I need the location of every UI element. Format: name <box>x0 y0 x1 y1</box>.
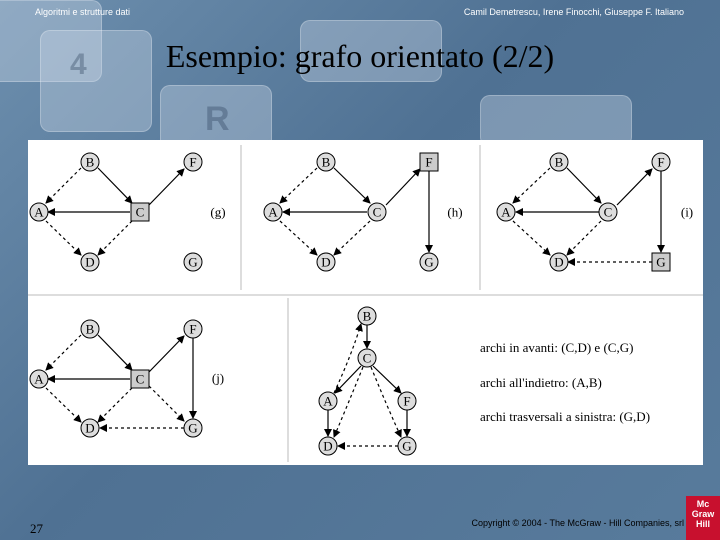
edge-b-c <box>567 168 601 203</box>
edge-c-f <box>373 366 401 393</box>
node-g-label: G <box>424 254 434 270</box>
node-b-label: B <box>362 308 372 324</box>
legend-cross-edges: archi trasversali a sinistra: (G,D) <box>480 409 651 424</box>
node-c-label: C <box>362 350 372 366</box>
node-g-label: G <box>188 420 198 436</box>
node-b-label: B <box>85 321 95 337</box>
copyright-notice: Copyright © 2004 - The McGraw - Hill Companies, srl <box>471 518 684 528</box>
edge-c-d <box>567 221 601 255</box>
graph-g <box>46 168 184 255</box>
edge-c-f <box>386 169 420 205</box>
graph-label-j: (j) <box>211 370 225 386</box>
legend-forward-edges: archi in avanti: (C,D) e (C,G) <box>480 340 634 355</box>
edge-c-f <box>149 169 184 205</box>
dfs-tree <box>328 324 407 446</box>
publisher-logo: Mc Graw Hill <box>686 496 720 540</box>
node-c-label: C <box>372 204 382 220</box>
edge-a-b <box>46 168 81 203</box>
node-c-label: C <box>135 371 145 387</box>
edge-c-d-forward <box>334 367 363 437</box>
node-a-label: A <box>268 204 278 220</box>
legend-back-edges: archi all'indietro: (A,B) <box>480 375 602 390</box>
node-f-label: F <box>189 321 197 337</box>
edge-c-d <box>98 388 132 422</box>
graph-label-g: (g) <box>210 204 226 220</box>
graph-h <box>280 168 429 255</box>
node-d-label: D <box>321 254 331 270</box>
header-authors: Camil Demetrescu, Irene Finocchi, Giuseppe F. Italiano <box>463 7 684 17</box>
edge-a-d <box>46 388 81 422</box>
node-d-label: D <box>85 420 95 436</box>
graph-label-i: (i) <box>680 204 694 220</box>
edge-a-d <box>513 221 550 255</box>
edge-b-c <box>334 168 370 203</box>
edge-b-c <box>98 168 132 203</box>
background-glyph: R <box>205 100 230 138</box>
page-number: 27 <box>30 521 43 536</box>
node-a-label: A <box>34 204 44 220</box>
edge-a-b-back <box>334 324 361 393</box>
graph-i <box>513 168 661 262</box>
edge-a-b <box>280 168 317 203</box>
node-d-label: D <box>323 438 333 454</box>
graph-label-h: (h) <box>447 204 463 220</box>
edge-c-d <box>98 221 132 255</box>
edge-c-a <box>335 366 361 393</box>
node-f-label: F <box>403 393 411 409</box>
node-g-label: G <box>188 254 198 270</box>
edge-c-d <box>334 221 370 255</box>
edge-c-g <box>149 386 184 421</box>
figure-panel <box>28 140 703 465</box>
node-b-label: B <box>85 154 95 170</box>
edge-a-b <box>513 168 550 203</box>
node-b-label: B <box>554 154 564 170</box>
node-b-label: B <box>321 154 331 170</box>
edge-legend <box>480 340 650 424</box>
node-g-label: G <box>402 438 412 454</box>
edge-c-g-forward <box>371 367 401 437</box>
node-a-label: A <box>501 204 511 220</box>
node-a-label: A <box>323 393 333 409</box>
node-c-label: C <box>603 204 613 220</box>
node-d-label: D <box>554 254 564 270</box>
node-f-label: F <box>189 154 197 170</box>
graph-figure <box>28 140 703 465</box>
node-f-label: F <box>425 154 433 170</box>
node-a-label: A <box>34 371 44 387</box>
node-c-label: C <box>135 204 145 220</box>
header-course-title: Algoritmi e strutture dati <box>35 7 131 17</box>
edge-a-b <box>46 335 81 370</box>
graph-j <box>46 335 193 428</box>
node-g-label: G <box>656 254 666 270</box>
node-f-label: F <box>657 154 665 170</box>
node-d-label: D <box>85 254 95 270</box>
slide-title: Esempio: grafo orientato (2/2) <box>165 38 555 74</box>
background-glyph: 4 <box>70 48 87 81</box>
edge-c-f <box>617 169 652 205</box>
edge-b-c <box>98 335 132 370</box>
edge-c-f <box>149 336 184 372</box>
edge-a-d <box>280 221 317 255</box>
edge-a-d <box>46 221 81 255</box>
